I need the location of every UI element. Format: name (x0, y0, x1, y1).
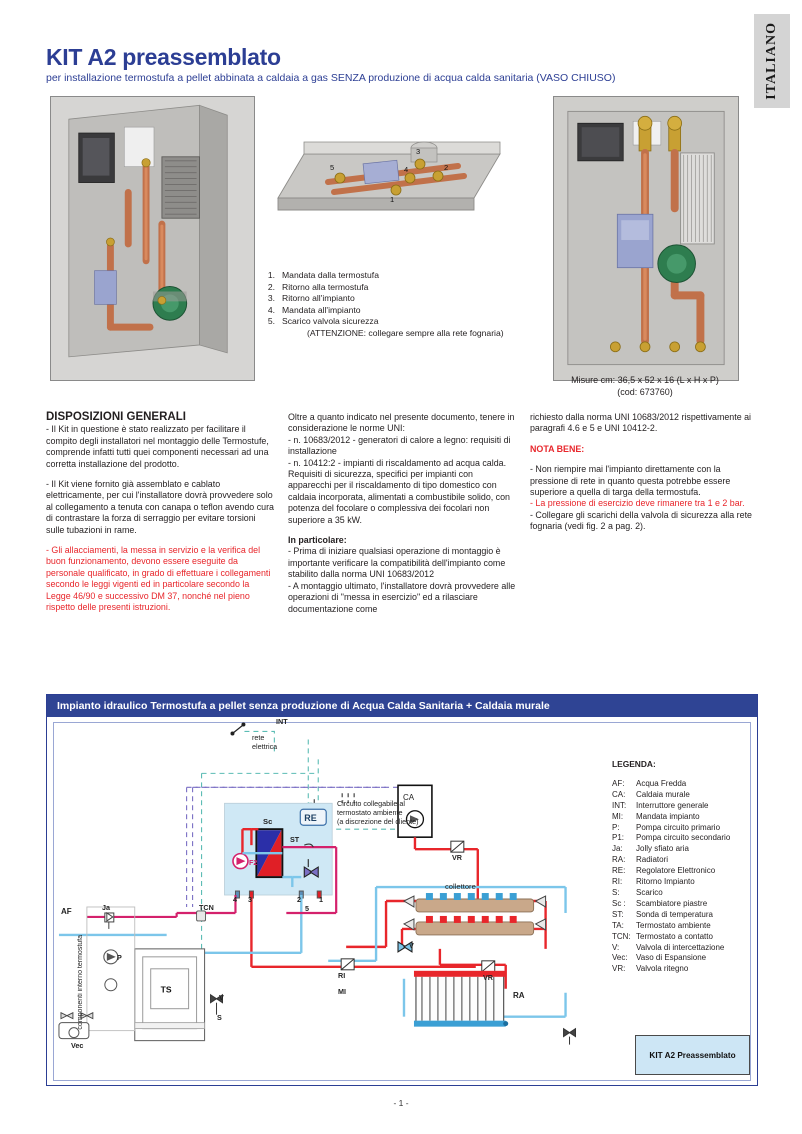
column3-paragraph-4: - Collegare gli scarichi della valvola di sicurezza alla rete fognaria (vedi fig. 2 a pag. 2). (530, 509, 752, 532)
legend-code: Vec: (612, 953, 628, 963)
connection-legend (265, 270, 550, 340)
column1-heading: DISPOSIZIONI GENERALI (46, 411, 186, 423)
list-item (265, 293, 550, 305)
legend-code: RA: (612, 855, 626, 865)
column1-paragraph-2: - Il Kit viene fornito già assemblato e cablato elettricamente, per cui l'installatore dovrà provvedere solo al collegamento a tenuta con canapa o teflon avendo cura di contrastare la forza di serraggio per evitare torsioni sulle tubazioni in rame. (46, 479, 274, 535)
legend-text: Ritorno Impianto (636, 877, 695, 887)
label-circuit-note-2: termostato ambiente (337, 808, 403, 817)
item-number: 1. (267, 270, 275, 280)
legend-code: ST: (612, 909, 624, 919)
legend-item (612, 943, 762, 954)
label-rete: rete (252, 733, 265, 742)
legend-text: Pompa circuito secondario (636, 833, 731, 843)
legend-item (612, 899, 762, 910)
label-mi: MI (338, 987, 346, 996)
legend-code: RI: (612, 877, 623, 887)
item-label: Mandata all'impianto (282, 304, 361, 315)
language-tab (754, 14, 790, 108)
column2-paragraph-3: - n. 10412:2 - impianti di riscaldamento ad acqua calda. Requisiti di sicurezza, specifici per impianti con apparecchi per il riscaldamento di tipo domestico con caldaia incorporata, alimentati a combustibile solido, con potenza del focolare o complessiva dei focolari non superiore a 35 kW. (288, 457, 510, 525)
legend-item (612, 877, 762, 888)
label-circuit-note-1: Circuito collegabile al (337, 799, 405, 808)
connection-warning: (ATTENZIONE: collegare sempre alla rete fognaria) (307, 327, 504, 338)
column3-paragraph-2: - Non riempire mai l'impianto direttamente con la pressione di rete in quanto questa potrebbe essere superiore a quella di targa della termostufa. (530, 464, 731, 498)
column2-paragraph-5: - A montaggio ultimato, l'installatore dovrà provvedere alle operazioni di "messa in esercizio" ed a rilasciare documentazione come (288, 580, 516, 614)
item-number: 3. (267, 293, 275, 304)
label-v-drain: V (219, 993, 224, 1002)
label-af: AF (61, 907, 72, 916)
schematic-legend (612, 759, 762, 975)
legend-code: CA: (612, 789, 626, 799)
legend-text: Valvola ritegno (636, 964, 689, 974)
legend-item (612, 888, 762, 899)
item-number: 4. (267, 304, 275, 315)
label-port-3: 3 (248, 895, 252, 904)
legend-text: Regolatore Elettronico (636, 866, 716, 876)
column2-paragraph-2: - n. 10683/2012 - generatori di calore a legno: requisiti di installazione (288, 434, 511, 457)
svg-text:RE: RE (304, 813, 317, 824)
kit-callout-box: KIT A2 Preassemblato (635, 1035, 750, 1075)
legend-text: Termostato ambiente (636, 920, 711, 930)
product-photo-middle (268, 120, 518, 240)
legend-item (612, 801, 762, 812)
legend-code: AF: (612, 778, 625, 788)
list-item (265, 316, 550, 328)
legend-text: Acqua Fredda (636, 778, 687, 788)
hydraulic-schematic-panel (46, 694, 758, 1086)
column3-paragraph-1: richiesto dalla norma UNI 10683/2012 rispettivamente ai paragrafi 4.6 e 5 e UNI 10412-2. (530, 412, 752, 434)
legend-code: Ja: (612, 844, 623, 854)
label-port-1: 1 (319, 895, 323, 904)
label-vr-bottom: VR (483, 973, 493, 982)
label-internal-components: componenti interno termostufa (77, 935, 84, 1030)
svg-text:1: 1 (390, 195, 395, 204)
label-vec: Vec (71, 1041, 84, 1050)
label-port-2: 2 (297, 895, 301, 904)
column1-paragraph-1: - Il Kit in questione è stato realizzato per facilitare il compito degli installatori nel montaggio delle Termostufe, comprende infatti tutti quei componenti necessari ad una corretta installazione del prodotto. (46, 424, 269, 469)
measurements-line1: Misure cm: 36,5 x 52 x 16 (L x H x P) (571, 375, 719, 385)
legend-text: Mandata impianto (636, 811, 700, 821)
legend-item (612, 823, 762, 834)
column1-paragraph-3-warning: - Gli allacciamenti, la messa in servizio e la verifica del buon funzionamento, devono essere eseguite da personale qualificato, in grado di effettuare i collegamenti secondo le leggi vigenti ed in particolare secondo la Legge 46/90 e successivo DM 37, nonché nel pieno rispetto delle presenti istruzioni. (46, 545, 271, 613)
item-label: Ritorno alla termostufa (282, 281, 369, 292)
item-label: Mandata dalla termostufa (282, 270, 379, 280)
label-s-drain: S (217, 1013, 222, 1022)
legend-code: TA: (612, 920, 624, 930)
label-st: ST (290, 835, 300, 844)
legend-text: Termostato a contatto (636, 931, 713, 941)
svg-text:5: 5 (330, 163, 335, 172)
legend-item (612, 844, 762, 855)
svg-text:4: 4 (404, 165, 409, 174)
list-item (265, 282, 550, 294)
legend-item (612, 964, 762, 975)
item-number: 2. (267, 281, 275, 292)
label-ja: Ja (102, 903, 110, 912)
legend-text: Caldaia murale (636, 789, 690, 799)
legend-code: P: (612, 822, 620, 832)
legend-text: Radiatori (636, 855, 669, 865)
column-notes (530, 412, 760, 542)
legend-code: INT: (612, 800, 627, 810)
label-f2: F2 (249, 858, 258, 867)
legend-code: P1: (612, 833, 625, 843)
legend-item (612, 855, 762, 866)
label-ca: CA (403, 793, 415, 802)
legend-item (612, 779, 762, 790)
column-uni-standards (288, 412, 518, 624)
legend-code: S: (612, 887, 620, 897)
legend-item (612, 910, 762, 921)
label-circuit-note-3: (a discrezione del cliente) (337, 817, 419, 826)
legend-code: RE: (612, 866, 626, 876)
language-tab-label: ITALIANO (764, 22, 779, 100)
legend-text: Interruttore generale (636, 800, 709, 810)
measurements-line2: (cod: 673760) (617, 387, 673, 397)
item-number: 5. (267, 316, 275, 327)
column2-paragraph-1: Oltre a quanto indicato nel presente documento, tenere in considerazione le norme UNI: (288, 412, 515, 434)
legend-item (612, 932, 762, 943)
column3-paragraph-3-pressure: - La pressione di esercizio deve rimanere tra 1 e 2 bar. (530, 498, 745, 509)
svg-text:TS: TS (160, 984, 172, 995)
legend-item (612, 953, 762, 964)
column2-heading-2: In particolare: (288, 535, 347, 546)
label-vr-top: VR (452, 853, 462, 862)
legend-text: Valvola di intercettazione (636, 942, 725, 952)
legend-item (612, 833, 762, 844)
schematic-body (47, 717, 757, 1086)
legend-text: Jolly sfiato aria (636, 844, 689, 854)
label-tcn: TCN (199, 903, 214, 912)
product-photo-left (50, 96, 255, 381)
label-port-4: 4 (233, 895, 237, 904)
column3-nota-bene-heading: NOTA BENE: (530, 443, 585, 454)
column-general-provisions (46, 412, 276, 623)
item-label: Scarico valvola sicurezza (282, 316, 379, 327)
legend-title: LEGENDA: (612, 759, 656, 769)
legend-text: Vaso di Espansione (636, 953, 707, 963)
legend-code: VR: (612, 964, 626, 974)
legend-item (612, 866, 762, 877)
legend-code: TCN: (612, 931, 631, 941)
legend-item (612, 790, 762, 801)
page-number: - 1 - (393, 1098, 409, 1108)
measurements-caption (545, 374, 745, 398)
label-ra: RA (513, 991, 525, 1000)
product-photo-right (553, 96, 739, 381)
legend-code: MI: (612, 811, 624, 821)
legend-code: V: (612, 942, 620, 952)
list-item (265, 305, 550, 317)
legend-text: Sonda di temperatura (636, 909, 713, 919)
product-photo-right-illustration (554, 97, 738, 380)
page-title: KIT A2 preassemblato (46, 44, 281, 70)
label-sc: Sc (263, 817, 273, 826)
column2-paragraph-4: - Prima di iniziare qualsiasi operazione di montaggio è importante verificare la compatibilità dell'impianto come stabilito dalla norma UNI 10683/2012 (288, 546, 506, 580)
label-int: INT (276, 717, 288, 726)
label-ri: RI (338, 971, 346, 980)
page-subtitle: per installazione termostufa a pellet abbinata a caldaia a gas SENZA produzione di acqua calda sanitaria (VASO CHIUSO) (46, 72, 616, 84)
svg-text:3: 3 (416, 147, 421, 156)
legend-text: Scambiatore piastre (636, 898, 708, 908)
legend-item (612, 812, 762, 823)
schematic-banner: Impianto idraulico Termostufa a pellet senza produzione di Acqua Calda Sanitaria + Caldaia murale (47, 695, 757, 717)
product-photo-middle-illustration (268, 120, 518, 240)
svg-text:2: 2 (444, 163, 449, 172)
label-p-pump: P (117, 953, 122, 962)
legend-code: Sc : (612, 898, 626, 908)
item-label: Ritorno all'impianto (282, 293, 355, 304)
product-photo-left-illustration (51, 97, 254, 380)
label-port-5: 5 (305, 904, 309, 913)
list-item (265, 270, 550, 282)
legend-text: Scarico (636, 887, 663, 897)
label-elettrica: elettrica (252, 742, 278, 751)
legend-text: Pompa circuito primario (636, 822, 721, 832)
legend-item (612, 921, 762, 932)
label-v-valve: V (409, 941, 414, 950)
label-collettore: collettore (445, 882, 476, 891)
